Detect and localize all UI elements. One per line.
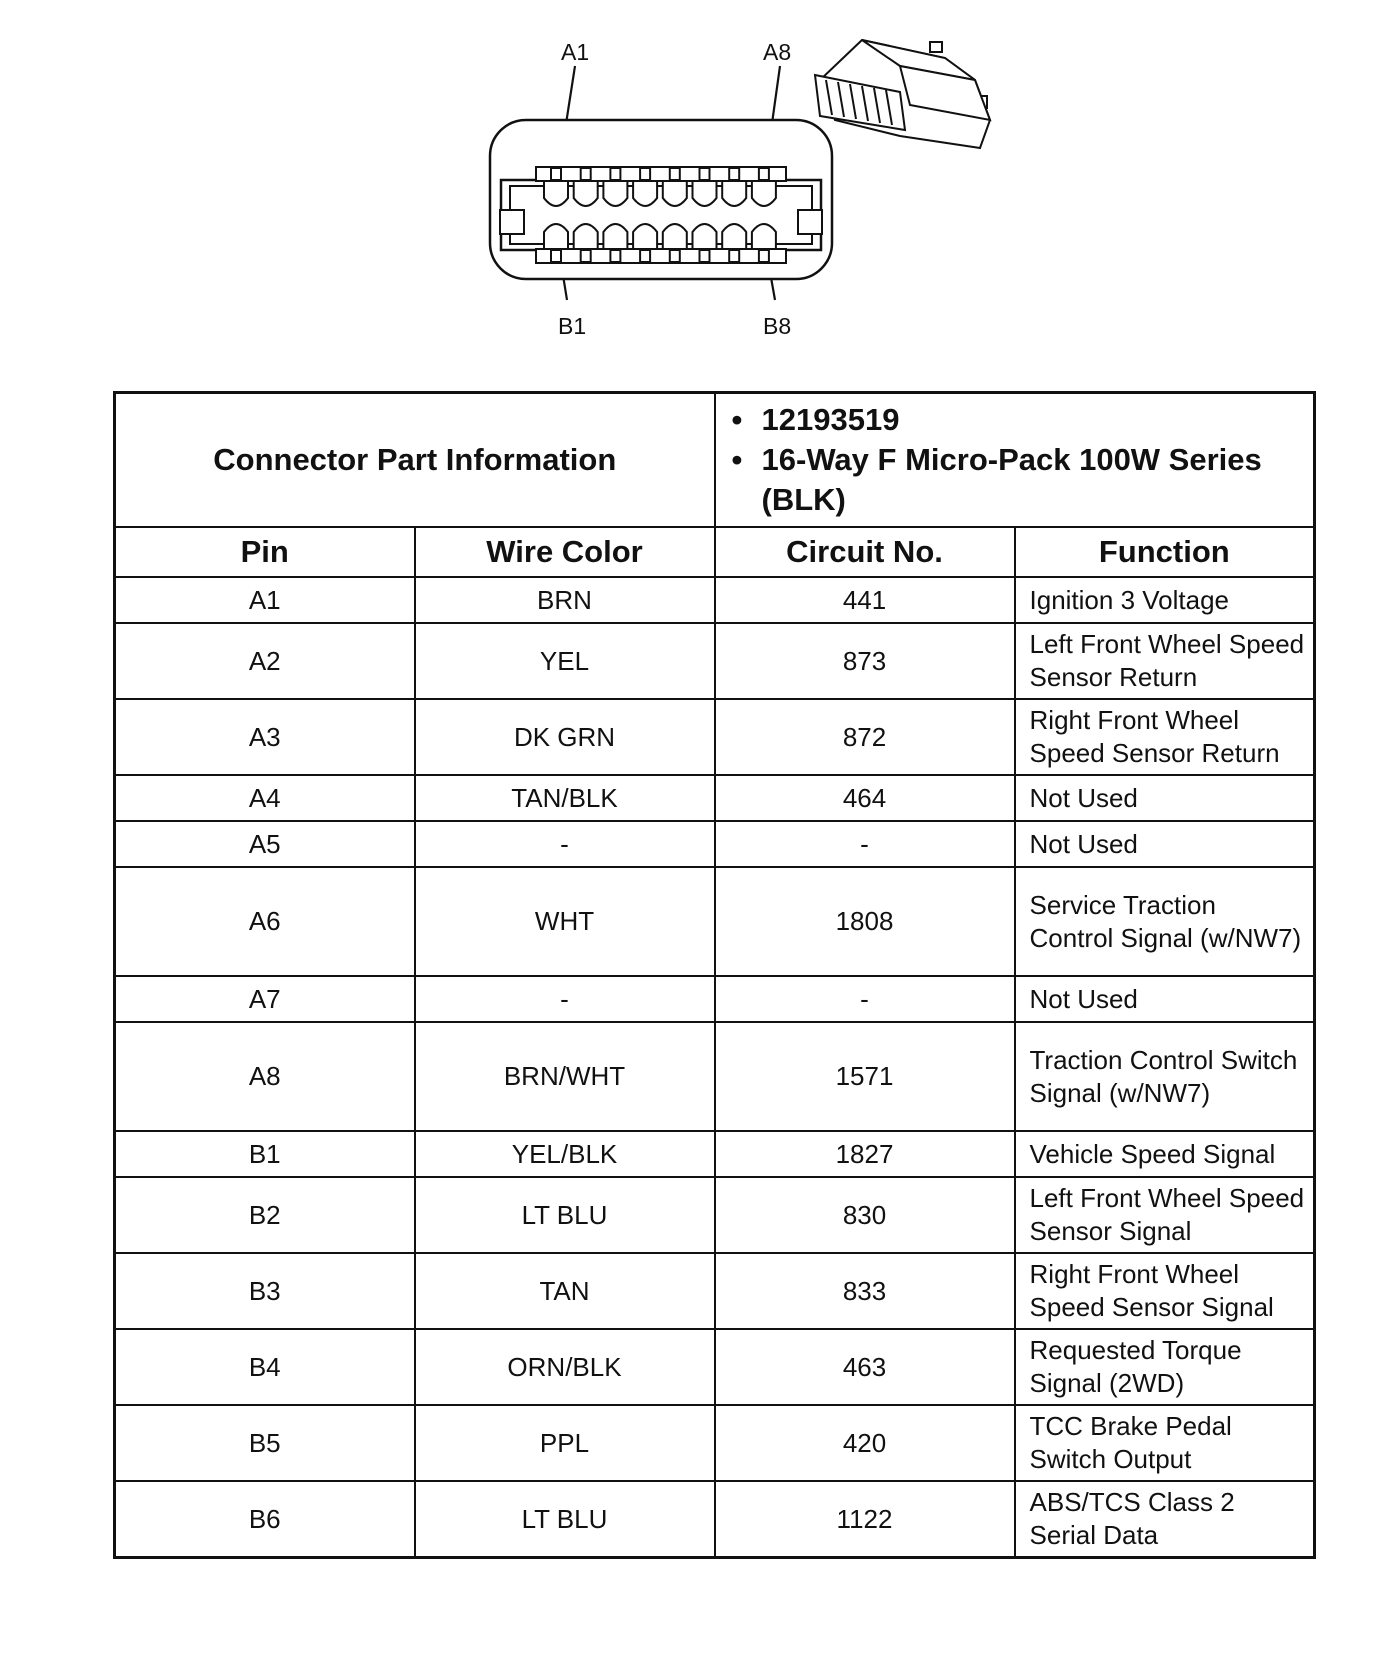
table-row: [115, 699, 1315, 775]
table-row: [115, 976, 1315, 1022]
pin-cell: A6: [115, 867, 415, 976]
function-cell: Requested Torque Signal (2WD): [1015, 1329, 1315, 1405]
pin-label-b8: B8: [763, 313, 792, 339]
wire-color-cell: TAN/BLK: [415, 775, 715, 821]
function-cell: Ignition 3 Voltage: [1015, 577, 1315, 623]
header-wire-color: Wire Color: [415, 527, 715, 577]
terminal-cavity: [603, 182, 627, 206]
pin-label-a1: A1: [561, 39, 590, 65]
function-cell: Not Used: [1015, 821, 1315, 867]
header-pin: Pin: [115, 527, 415, 577]
wire-color-cell: PPL: [415, 1405, 715, 1481]
circuit-cell: 873: [715, 623, 1015, 699]
wire-color-cell: -: [415, 821, 715, 867]
terminal-cavity: [633, 182, 657, 206]
table-row: [115, 1329, 1315, 1405]
circuit-cell: 872: [715, 699, 1015, 775]
wire-color-cell: YEL/BLK: [415, 1131, 715, 1177]
connector-info-title: Connector Part Information: [115, 393, 715, 528]
connector-perspective-sketch: [815, 40, 990, 148]
header-function: Function: [1015, 527, 1315, 577]
pin-cell: B3: [115, 1253, 415, 1329]
wire-color-cell: TAN: [415, 1253, 715, 1329]
terminal-cavity: [544, 182, 568, 206]
terminal-notch: [551, 250, 561, 262]
pin-cell: A4: [115, 775, 415, 821]
function-cell: Service Traction Control Signal (w/NW7): [1015, 867, 1315, 976]
function-cell: Left Front Wheel Speed Sensor Return: [1015, 623, 1315, 699]
table-row: [115, 775, 1315, 821]
terminal-notch: [581, 250, 591, 262]
terminal-notch: [700, 168, 710, 180]
table-row: [115, 1022, 1315, 1131]
table-row: [115, 821, 1315, 867]
terminal-cavity: [574, 182, 598, 206]
terminal-cavity: [663, 182, 687, 206]
terminal-notch: [610, 168, 620, 180]
pin-label-a8: A8: [763, 39, 792, 65]
table-row: [115, 1405, 1315, 1481]
function-cell: Right Front Wheel Speed Sensor Return: [1015, 699, 1315, 775]
part-number: • 12193519: [731, 402, 900, 437]
terminal-notch: [759, 168, 769, 180]
wire-color-cell: BRN/WHT: [415, 1022, 715, 1131]
function-cell: Traction Control Switch Signal (w/NW7): [1015, 1022, 1315, 1131]
circuit-cell: 463: [715, 1329, 1015, 1405]
function-cell: Right Front Wheel Speed Sensor Signal: [1015, 1253, 1315, 1329]
pin-cell: B6: [115, 1481, 415, 1558]
terminal-notch: [759, 250, 769, 262]
pin-cell: A8: [115, 1022, 415, 1131]
terminal-cavity: [574, 224, 598, 248]
pin-cell: A7: [115, 976, 415, 1022]
pin-cell: B2: [115, 1177, 415, 1253]
pin-cell: A3: [115, 699, 415, 775]
table-row: [115, 1131, 1315, 1177]
circuit-cell: -: [715, 821, 1015, 867]
circuit-cell: 420: [715, 1405, 1015, 1481]
wire-color-cell: ORN/BLK: [415, 1329, 715, 1405]
circuit-cell: 833: [715, 1253, 1015, 1329]
table-row: [115, 1177, 1315, 1253]
column-header-row: [115, 527, 1315, 577]
terminal-notch: [640, 250, 650, 262]
pin-cell: B5: [115, 1405, 415, 1481]
table-row: [115, 867, 1315, 976]
connector-info-details: [715, 393, 1315, 528]
circuit-cell: 830: [715, 1177, 1015, 1253]
function-cell: Not Used: [1015, 976, 1315, 1022]
terminal-notch: [700, 250, 710, 262]
terminal-notch: [551, 168, 561, 180]
terminal-notch: [729, 250, 739, 262]
terminal-cavity: [633, 224, 657, 248]
terminal-cavity: [663, 224, 687, 248]
function-cell: TCC Brake Pedal Switch Output: [1015, 1405, 1315, 1481]
terminal-cavity: [693, 224, 717, 248]
connector-info-row: [115, 393, 1315, 528]
connector-face: [490, 120, 832, 279]
pin-label-b1: B1: [558, 313, 587, 339]
function-cell: Vehicle Speed Signal: [1015, 1131, 1315, 1177]
circuit-cell: 464: [715, 775, 1015, 821]
wire-color-cell: LT BLU: [415, 1177, 715, 1253]
terminal-notch: [640, 168, 650, 180]
terminal-cavity: [722, 224, 746, 248]
table-row: [115, 1481, 1315, 1558]
table-row: [115, 1253, 1315, 1329]
pin-cell: B1: [115, 1131, 415, 1177]
terminal-cavity: [603, 224, 627, 248]
pin-cell: A1: [115, 577, 415, 623]
wire-color-cell: -: [415, 976, 715, 1022]
terminal-cavity: [544, 224, 568, 248]
table-row: [115, 577, 1315, 623]
terminal-cavity: [752, 224, 776, 248]
circuit-cell: 1827: [715, 1131, 1015, 1177]
terminal-cavity: [693, 182, 717, 206]
circuit-cell: 1808: [715, 867, 1015, 976]
terminal-notch: [670, 168, 680, 180]
terminal-notch: [581, 168, 591, 180]
wire-color-cell: DK GRN: [415, 699, 715, 775]
pin-cell: A5: [115, 821, 415, 867]
header-circuit-no: Circuit No.: [715, 527, 1015, 577]
circuit-cell: 1122: [715, 1481, 1015, 1558]
terminal-notch: [670, 250, 680, 262]
pin-cell: A2: [115, 623, 415, 699]
connector-description: • 16-Way F Micro-Pack 100W Series (BLK): [731, 442, 1262, 517]
wire-color-cell: BRN: [415, 577, 715, 623]
wire-color-cell: WHT: [415, 867, 715, 976]
terminal-cavity: [752, 182, 776, 206]
pin-cell: B4: [115, 1329, 415, 1405]
connector-pinout-table: [113, 391, 1316, 1559]
function-cell: ABS/TCS Class 2 Serial Data: [1015, 1481, 1315, 1558]
wire-color-cell: LT BLU: [415, 1481, 715, 1558]
wire-color-cell: YEL: [415, 623, 715, 699]
table-row: [115, 623, 1315, 699]
circuit-cell: 441: [715, 577, 1015, 623]
function-cell: Left Front Wheel Speed Sensor Signal: [1015, 1177, 1315, 1253]
connector-diagram: [0, 0, 1376, 370]
terminal-notch: [610, 250, 620, 262]
circuit-cell: -: [715, 976, 1015, 1022]
circuit-cell: 1571: [715, 1022, 1015, 1131]
terminal-notch: [729, 168, 739, 180]
function-cell: Not Used: [1015, 775, 1315, 821]
terminal-cavity: [722, 182, 746, 206]
